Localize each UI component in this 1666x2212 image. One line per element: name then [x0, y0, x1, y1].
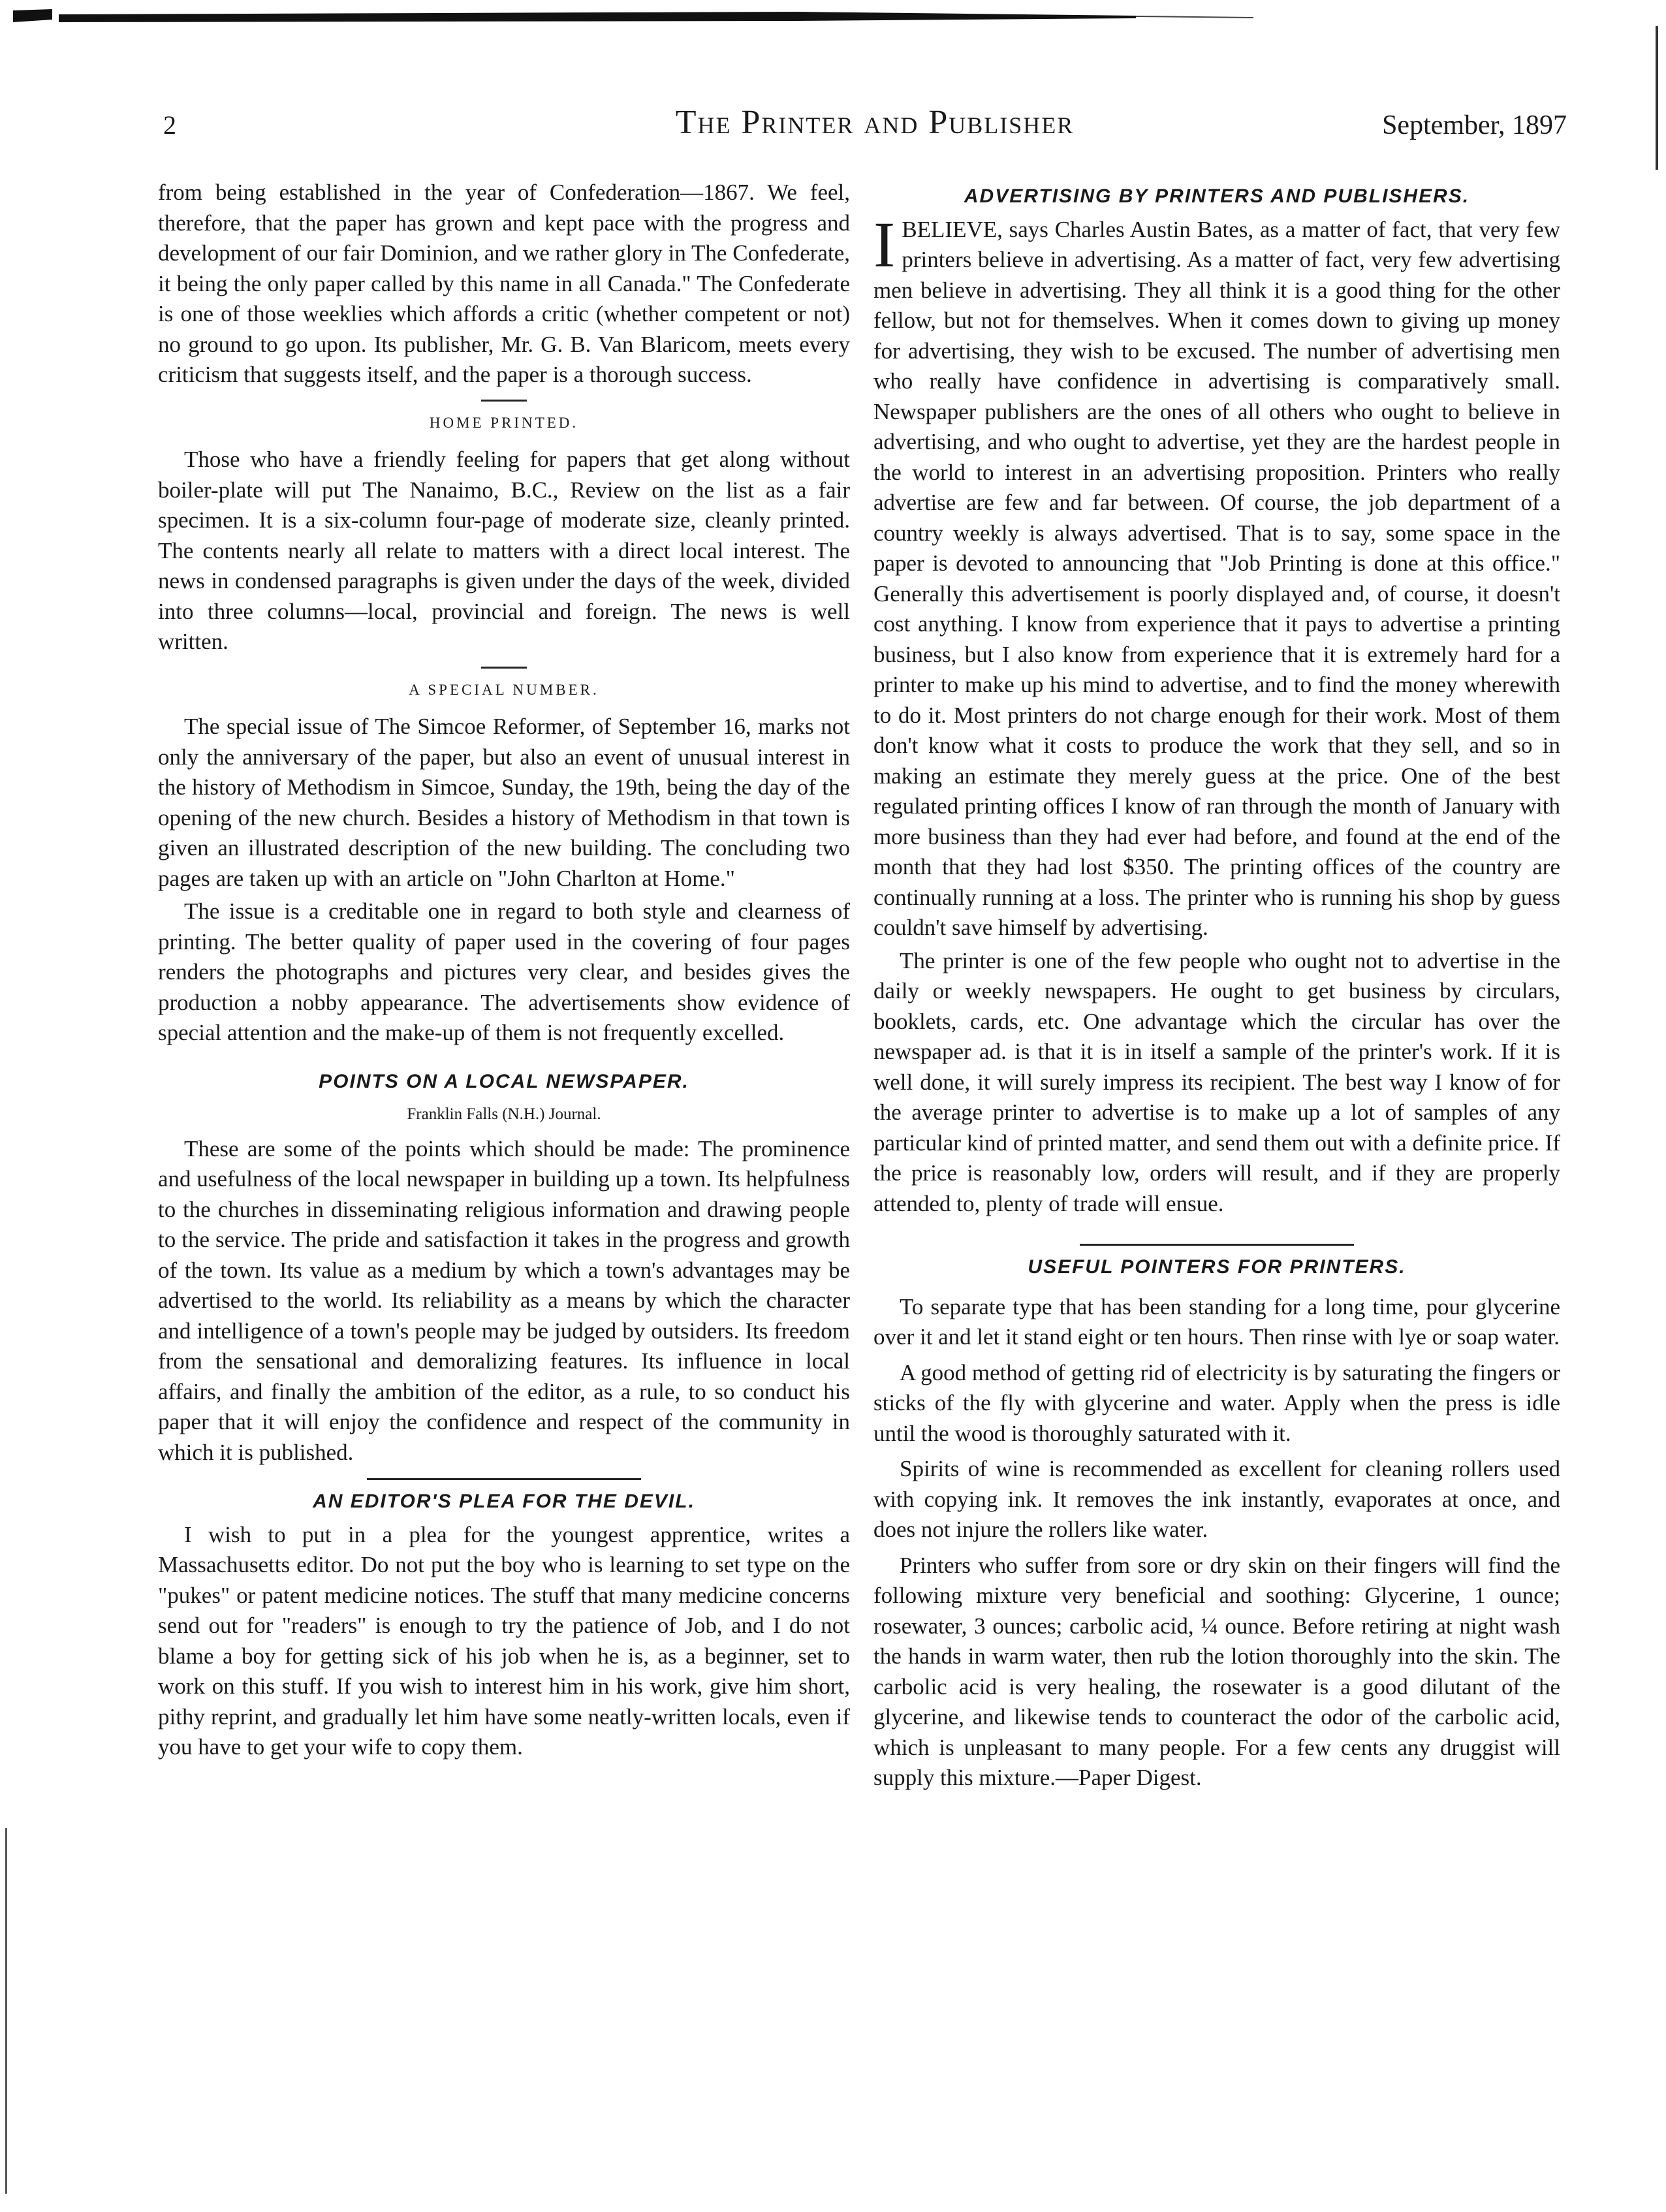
- special-number-paragraph: The issue is a creditable one in regard to both style and clearness of printing. The better quality of paper used in the covering of four pages renders the photographs and pictures very clear, and besides gives the production a nobby appearance. The advertisements show evidence of special attention and the make-up of them is not frequently excelled.: [158, 898, 850, 1045]
- useful-pointers-paragraph: A good method of getting rid of electricity is by saturating the fingers or sticks of the fly with glycerine and water. Apply when the press is idle until the wood is thoroughly saturated with it.: [873, 1359, 1560, 1446]
- useful-pointers-paragraph: Spirits of wine is recommended as excellent for cleaning rollers used with copying ink. It removes the ink instantly, evaporates at once, and does not injure the rollers like water.: [873, 1456, 1560, 1542]
- useful-pointers-paragraph: Printers who suffer from sore or dry skin on their fingers will find the following mixture very beneficial and soothing: Glycerine, 1 ounce; rosewater, 3 ounces; carbolic acid, ¼ ounce. Before retiring at night wash the hands in warm water, then rub the lotion thoroughly into the skin. The carbolic acid is very healing, the rosewater is a good dilutant of the glycerine, and likewise tends to counteract the odor of the carbolic acid, which is unpleasant to many people. For a few cents any druggist will supply this mixture.—Paper Digest.: [873, 1552, 1560, 1790]
- publication-title: The Printer and Publisher: [675, 104, 1075, 141]
- scan-edge-mark: [5, 1828, 7, 2194]
- special-number-heading: A SPECIAL NUMBER.: [409, 681, 599, 698]
- useful-pointers-heading: USEFUL POINTERS FOR PRINTERS.: [1028, 1256, 1406, 1278]
- page-edge-mark: [1656, 26, 1658, 170]
- page-header: [157, 103, 1593, 155]
- top-printed-rule: [13, 8, 1266, 25]
- advertising-first-paragraph: [873, 208, 1560, 943]
- intro-paragraph: from being established in the year of Confederation—1867. We feel, therefore, that the paper has grown and kept pace with the progress and development of our fair Dominion, and we rather glory in The Confederate, it being the only paper called by this name in all Canada." The Confederate is one of those weeklies which affords a critic (whether competent or not) no ground to go upon. Its publisher, Mr. G. B. Van Blaricom, meets every criticism that suggests itself, and the paper is a thorough success.: [158, 180, 850, 387]
- page-number: 2: [163, 110, 176, 140]
- useful-pointers-paragraph: To separate type that has been standing for a long time, pour glycerine over it and let it stand eight or ten hours. Then rinse with lye or soap water.: [873, 1293, 1560, 1350]
- advertising-first-paragraph-text: BELIEVE, says Charles Austin Bates, as a matter of fact, that very few printers believe in advertising. As a matter of fact, very few advertising men believe in advertising. They all think it is a good thing for the other fellow, but not for themselves. When it comes down to giving up money for advertising, they wish to be excused. The number of advertising men who really have confidence in advertising is comparatively small. Newspaper publishers are the ones of all others who ought to believe in advertising, and who ought to advertise, yet they are the hardest people in the world to interest in an advertising proposition. Printers who really advertise are few and far between. Of course, the job department of a country weekly is always advertised. That is to say, some space in the paper is devoted to announcing that "Job Printing is done at this office." Generally this advertisement is poorly displayed and, of course, it doesn't cost anything. I know from experience that it pays to advertise a printing business, but I also know from experience that it is extremely hard for a printer to make up his mind to advertise, and to find the money wherewith to do it. Most printers do not charge enough for their work. Most of them don't know what it costs to produce the work that they sell, and so in making an estimate they merely guess at the price. One of the best regulated printing offices I know of ran through the month of January with more business than they had ever had before, and found at the end of the month that they had lost $350. The printing offices of the country are continually running at a loss. The printer who is running his shop by guess couldn't save himself by advertising.: [873, 216, 1560, 940]
- section-divider: [481, 667, 527, 669]
- section-divider: [1080, 1244, 1354, 1246]
- advertising-heading: ADVERTISING BY PRINTERS AND PUBLISHERS.: [964, 185, 1470, 207]
- points-heading: POINTS ON A LOCAL NEWSPAPER.: [319, 1070, 689, 1092]
- advertising-paragraph: The printer is one of the few people who ought not to advertise in the daily or weekly newspapers. He ought to get business by circulars, booklets, cards, etc. One advantage which the circular has over the newspaper ad. is that it is in itself a sample of the printer's work. If it is well done, it will surely impress its recipient. The best way I know of for the average printer to advertise is to make up a lot of samples of any particular kind of printed matter, and send them out with a definite price. If the price is reasonably low, orders will result, and if they are properly attended to, plenty of trade will ensue.: [873, 947, 1560, 1216]
- home-printed-heading: HOME PRINTED.: [429, 414, 579, 431]
- drop-cap: I: [873, 208, 896, 281]
- home-printed-paragraph: Those who have a friendly feeling for papers that get along without boiler-plate will put The Nanaimo, B.C., Review on the list as a fair specimen. It is a six-column four-page of moderate size, cleanly printed. The contents nearly all relate to matters with a direct local interest. The news in condensed paragraphs is given under the days of the week, divided into three columns—local, provincial and foreign. The news is well written.: [158, 447, 850, 654]
- issue-date: September, 1897: [1382, 110, 1567, 140]
- points-byline: Franklin Falls (N.H.) Journal.: [407, 1105, 601, 1123]
- editors-plea-heading: AN EDITOR'S PLEA FOR THE DEVIL.: [313, 1491, 695, 1512]
- editors-plea-paragraph: I wish to put in a plea for the youngest apprentice, writes a Massachusetts editor. Do not put the boy who is learning to set type on the "pukes" or patent medicine notices. The stuff that many medicine concerns send out for "readers" is enough to try the patience of Job, and I do not blame a boy for getting sick of his job when he is, as a beginner, set to work on this stuff. If you wish to interest him in his work, give him short, pithy reprint, and gradually let him have some neatly-written locals, even if you have to get your wife to copy them.: [158, 1521, 850, 1760]
- right-column: [873, 178, 1560, 1793]
- section-divider: [367, 1478, 641, 1480]
- points-paragraph: These are some of the points which should be made: The prominence and usefulness of the local newspaper in building up a town. Its helpfulness to the churches in disseminating religious information and drawing people to the service. The pride and satisfaction it takes in the progress and growth of the town. Its value as a medium by which a town's advantages may be advertised to the world. Its reliability as a means by which the character and intelligence of a town's people may be judged by outsiders. Its freedom from the sensational and demoralizing features. Its influence in local affairs, and finally the ambition of the editor, as a rule, to so conduct his paper that it will enjoy the confidence and respect of the community in which it is published.: [158, 1135, 850, 1465]
- special-number-paragraph: The special issue of The Simcoe Reformer, of September 16, marks not only the anniversary of the paper, but also an event of unusual interest in the history of Methodism in Simcoe, Sunday, the 19th, being the day of the opening of the new church. Besides a history of Methodism in that town is given an illustrated description of the new building. The concluding two pages are taken up with an article on "John Charlton at Home.": [158, 714, 850, 891]
- left-column: [158, 178, 850, 1763]
- section-divider: [481, 400, 527, 402]
